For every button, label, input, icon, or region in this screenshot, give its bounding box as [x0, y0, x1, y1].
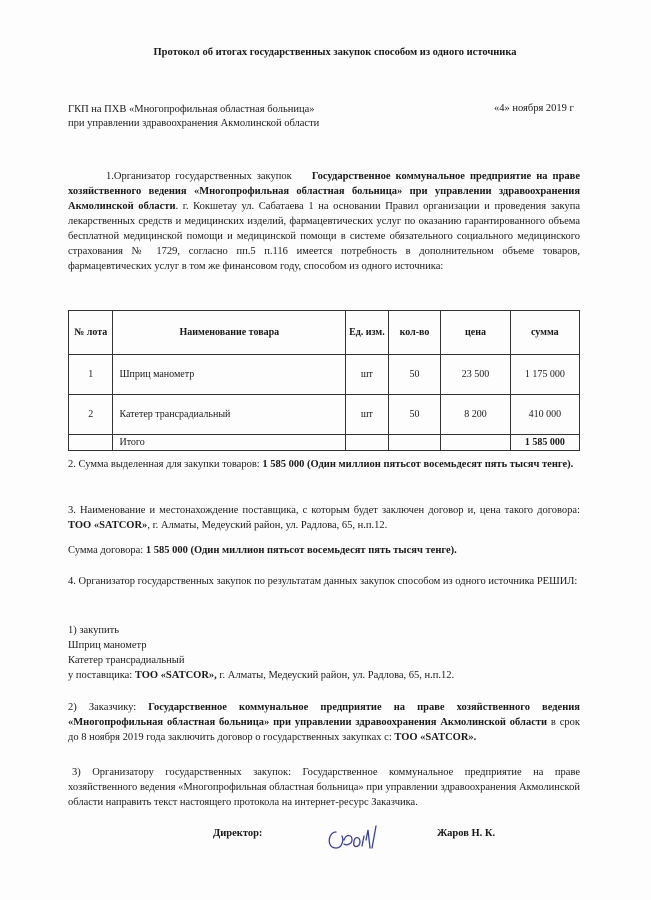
- paragraph-1: [68, 169, 580, 274]
- decision-supplier-name: ТОО «SATCOR»,: [134, 670, 217, 681]
- p2-lead: 2. Сумма выделенная для закупки товаров:: [68, 459, 263, 470]
- signature-label: Директор:: [213, 828, 263, 839]
- p3-supplier: ТОО «SATCOR»: [68, 520, 148, 531]
- cell-empty: [69, 435, 113, 451]
- cell-empty: [388, 435, 441, 451]
- cell-price: 23 500: [441, 355, 510, 395]
- cell-lot: 2: [69, 395, 113, 435]
- contract-sum: [68, 543, 580, 558]
- decision-supplier-lead: у поставщика:: [68, 670, 135, 681]
- cell-price: 8 200: [441, 395, 510, 435]
- cell-sum: 410 000: [510, 395, 579, 435]
- total-value: 1 585 000: [510, 435, 579, 451]
- paragraph-5: [68, 700, 580, 745]
- org-line-2: при управлении здравоохранения Акмолинской области: [68, 118, 320, 129]
- decision-supplier-address: г. Алматы, Медеуский район, ул. Радлова, 65, н.п.12.: [216, 670, 455, 681]
- cell-unit: шт: [346, 395, 388, 435]
- table-header-row: [69, 311, 580, 355]
- cell-qty: 50: [388, 395, 441, 435]
- p1-org: Государственное коммунальное предприятие на праве хозяйственного ведения «Многопрофильная областная больница» при управлении здравоохранения Акмолинской области: [68, 171, 581, 212]
- p5-customer: Государственное коммунальное предприятие на праве хозяйственного ведения «Многопрофильная областная больница» при управлении здравоохранения Акмолинской области: [68, 702, 580, 728]
- paragraph-6: 3) Организатору государственных закупок: Государственное коммунальное предприятие на праве хозяйственного ведения «Многопрофильная областная больница» при управлении здравоохранения Акмолинской области направить текст настоящего протокола на интернет-ресурс Заказчика.: [68, 767, 580, 808]
- col-header-price: цена: [441, 311, 510, 355]
- cell-sum: 1 175 000: [510, 355, 579, 395]
- document-date: «4» ноября 2019 г: [494, 103, 574, 114]
- document-title: Протокол об итогах государственных закупок способом из одного источника: [153, 47, 517, 58]
- cell-empty: [346, 435, 388, 451]
- p3-address: , г. Алматы, Медеуский район, ул. Радлова, 65, н.п.12.: [147, 520, 388, 531]
- col-header-qty: кол-во: [388, 311, 441, 355]
- p5-supplier: ТОО «SATCOR».: [394, 732, 477, 743]
- handwritten-signature: [322, 818, 382, 858]
- p2-amount: 1 585 000 (Один миллион пятьсот восемьдесят пять тысяч тенге).: [262, 459, 574, 470]
- p5-mid: в срок до 8 ноября 2019 года заключить договор о государственных закупках с:: [68, 717, 580, 743]
- table-row: [69, 395, 580, 435]
- table-row: [69, 355, 580, 395]
- contract-amount: 1 585 000 (Один миллион пятьсот восемьдесят пять тысяч тенге).: [145, 545, 457, 556]
- col-header-lot: № лота: [69, 311, 113, 355]
- p3-lead: 3. Наименование и местонахождение поставщика, с которым будет заключен договор и, цена такого договора:: [68, 505, 580, 516]
- cell-name: Катетер трансрадиальный: [113, 395, 346, 435]
- p1-rest: . г. Кокшетау ул. Сабатаева 1 на основании Правил организации и проведения закупа лекарственных средств и медицинских изделий, фармацевтических услуг по оказанию гарантированного объема бесплатной медицинской помощи и медицинской помощи в системе обязательного социального медицинского страхования № 1729, согласно пп.5 п.116 имеется потребность в дополнительном объеме товаров, фармацевтических услуг в том же финансовом году, способом из одного источника:: [68, 201, 580, 272]
- paragraph-2: [68, 457, 580, 472]
- col-header-name: Наименование товара: [113, 311, 346, 355]
- decision-item-1: Шприц манометр: [68, 640, 147, 651]
- p1-lead: 1.Организатор государственных закупок: [106, 171, 292, 182]
- col-header-unit: Ед. изм.: [346, 311, 388, 355]
- decision-block: [68, 623, 580, 683]
- director-name: Жаров Н. К.: [437, 828, 496, 839]
- cell-lot: 1: [69, 355, 113, 395]
- decision-item-2: Катетер трансрадиальный: [68, 655, 185, 666]
- total-label: Итого: [113, 435, 346, 451]
- decision-supplier: [68, 668, 580, 683]
- cell-empty: [441, 435, 510, 451]
- org-line-1: ГКП на ПХВ «Многопрофильная областная больница»: [68, 104, 315, 115]
- paragraph-4: 4. Организатор государственных закупок по результатам данных закупок способом из одного источника РЕШИЛ:: [68, 576, 578, 587]
- col-header-sum: сумма: [510, 311, 579, 355]
- paragraph-3: [68, 503, 580, 533]
- contract-lead: Сумма договора:: [68, 545, 146, 556]
- cell-name: Шприц манометр: [113, 355, 346, 395]
- table-total-row: [69, 435, 580, 451]
- goods-table: [68, 310, 580, 451]
- decision-line-1: 1) закупить: [68, 625, 119, 636]
- p5-lead: 2) Заказчику:: [68, 702, 149, 713]
- organization-header: [68, 103, 319, 131]
- cell-qty: 50: [388, 355, 441, 395]
- cell-unit: шт: [346, 355, 388, 395]
